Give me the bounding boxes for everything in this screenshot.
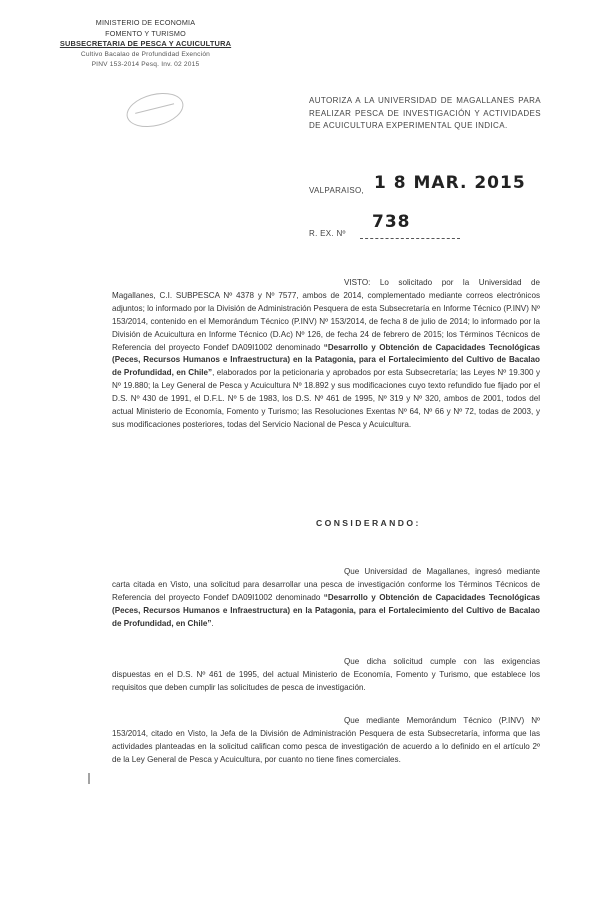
visto-project-title: “Desarrollo y Obtención de Capacidades Tecnológicas (Peces, Recursos Humanos e Infraestructura) en la Patagonia, para el Fortalecimiento del Cultivo de Bacalao de Profundidad, en Chile”: [112, 342, 540, 378]
resolution-label: R. EX. Nº: [309, 229, 346, 238]
office-stamp-icon: [123, 87, 187, 132]
visto-text-2: , elaborados por la peticionaria y aprobados por esta Subsecretaría; las Leyes Nº 19.300 y Nº 19.880; la Ley General de Pesca y Acuicultura Nº 18.892 y sus modificaciones cuyo texto refundido fue fijado por el D.S. Nº 430 de 1991, el D.F.L. Nº 5 de 1983, los D.S. Nº 461 de 1995, Nº 319 y Nº 320, ambos de 2001, todos del actual Ministerio de Economía, Fomento y Turismo; las Resoluciones Exentas Nº 64, Nº 66 y Nº 72, todas de 2003, y sus modificaciones posteriores, todas del Servicio Nacional de Pesca y Acuicultura.: [112, 368, 540, 429]
subject-heading: AUTORIZA A LA UNIVERSIDAD DE MAGALLANES PARA REALIZAR PESCA DE INVESTIGACIÓN Y ACTIVIDADES DE ACUICULTURA EXPERIMENTAL QUE INDICA.: [309, 96, 541, 130]
stamped-date: 1 8 MAR. 2015: [374, 173, 526, 193]
considerando-paragraph-3: Que mediante Memorándum Técnico (P.INV) Nº 153/2014, citado en Visto, la Jefa de la División de Administración Pesquera de esta Subsecretaría, informa que las actividades planteadas en la solicitud califican como pesca de investigación de acuerdo a lo definido en el artículo 2º de la Ley General de Pesca y Acuicultura, por cuanto no tiene fines comerciales.: [112, 716, 540, 764]
considerando-title: CONSIDERANDO:: [316, 518, 421, 528]
ministry-name: MINISTERIO DE ECONOMIA: [95, 18, 196, 27]
considerando-1-text-1: Que Universidad de Magallanes, ingresó mediante carta citada en Visto, una solicitud para desarrollar una pesca de investigación conforme los Términos Técnicos de Referencia del proyecto Fondef DA09I1002 denominado: [112, 567, 540, 602]
considerando-paragraph-2: Que dicha solicitud cumple con las exigencias dispuestas en el D.S. Nº 461 de 1995, del actual Ministerio de Economía, Fomento y Turismo, que establece los requisitos que deben cumplir las solicitudes de pesca de investigación.: [112, 657, 540, 692]
letterhead: [58, 18, 233, 71]
place-label: VALPARAISO,: [309, 186, 365, 195]
reference-line-1: Cultivo Bacalao de Profundidad Exención: [80, 50, 211, 58]
subsecretaria-name: SUBSECRETARIA DE PESCA Y ACUICULTURA: [59, 39, 232, 48]
resolution-number: 738: [372, 212, 411, 232]
considerando-paragraph-1: [112, 566, 540, 631]
considerando-1-text-2: .: [211, 618, 214, 628]
considerando-1-project-title: “Desarrollo y Obtención de Capacidades Tecnológicas (Peces, Recursos Humanos e Infraestructura) en la Patagonia, para el Fortalecimiento del Cultivo de Bacalao de Profundidad, en Chile”: [112, 592, 540, 628]
resolution-number-line: [360, 238, 460, 239]
visto-paragraph: [112, 277, 540, 432]
margin-mark: [88, 773, 90, 784]
ministry-name-2: FOMENTO Y TURISMO: [105, 28, 186, 38]
visto-text-1: Lo solicitado por la Universidad de Magallanes, C.I. SUBPESCA Nº 4378 y Nº 7577, ambos de 2014, complementado mediante correos electrónicos adjuntos; lo informado por la División de Administración Pesquera de esta Subsecretaría en Informe Técnico (P.INV) Nº 153/2014, contenido en el Memorándum Técnico (P.INV) Nº 153/2014, de fecha 8 de julio de 2014; lo informado por la División de Acuicultura en Informe Técnico (D.Ac) Nº 126, de fecha 24 de febrero de 2015; los Términos Técnicos de Referencia del proyecto Fondef DA09I1002 denominado: [112, 278, 540, 352]
reference-line-2: PINV 153-2014 Pesq. Inv. 02 2015: [91, 61, 200, 68]
visto-label: VISTO:: [344, 278, 371, 287]
